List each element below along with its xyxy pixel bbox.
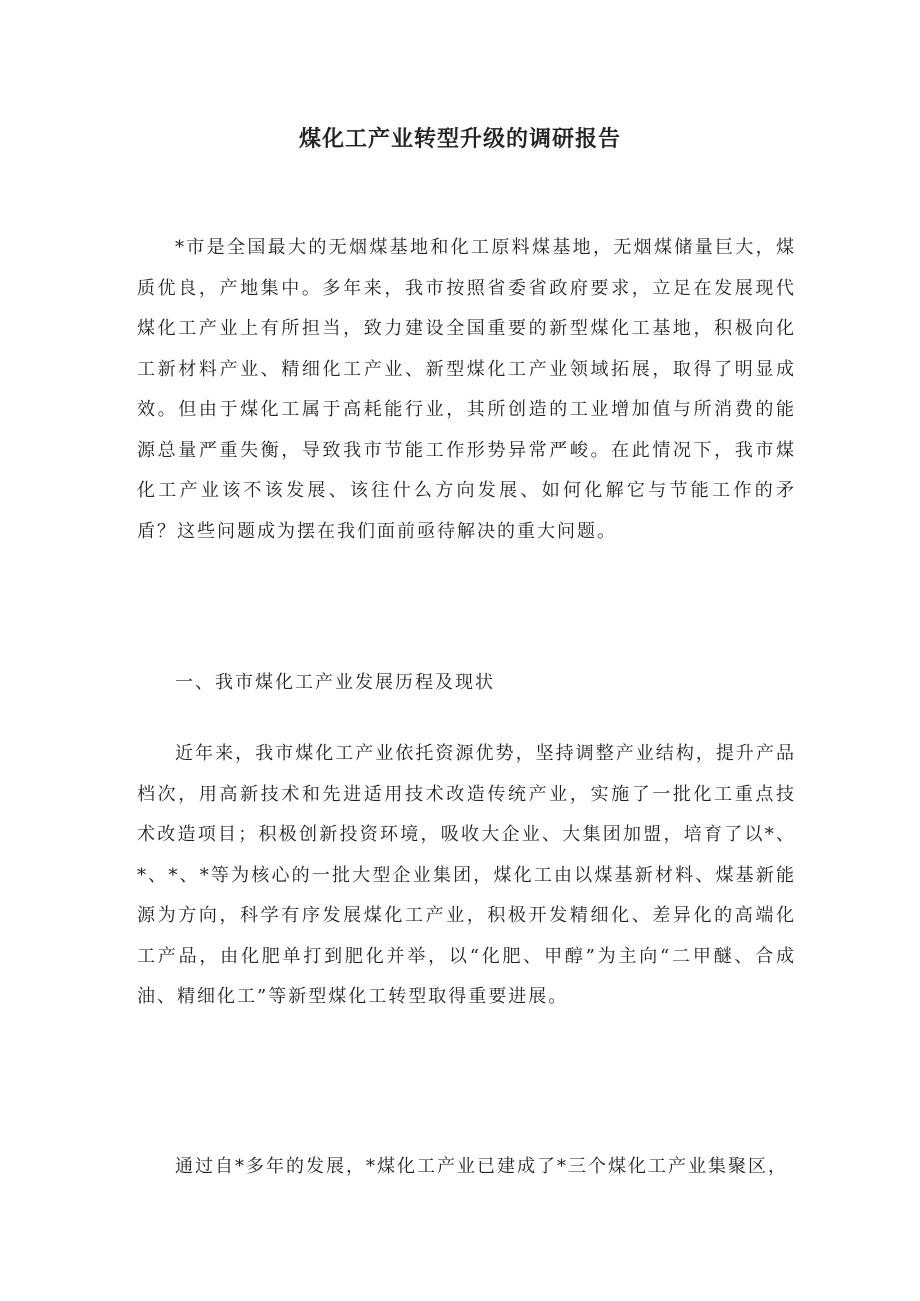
section-paragraph-continued: 通过自*多年的发展，*煤化工产业已建成了*三个煤化工产业集聚区，: [175, 1156, 788, 1177]
document-title: 煤化工产业转型升级的调研报告: [298, 127, 621, 152]
intro-paragraph: *市是全国最大的无烟煤基地和化工原料煤基地，无烟煤储量巨大，煤质优良，产地集中。多年来，我市按照省委省政府要求，立足在发展现代煤化工产业上有所担当，致力建设全国重要的新型煤化工基地，积极向化工新材料产业、精细化工产业、新型煤化工产业领域拓展，取得了明显成效。但由于煤化工属于高耗能行业，其所创造的工业增加值与所消费的能源总量严重失衡，导致我市节能工作形势异常严峻。在此情况下，我市煤化工产业该不该发展、该往什么方向发展、如何化解它与节能工作的矛盾？这些问题成为摆在我们面前亟待解决的重大问题。: [137, 237, 796, 542]
section-paragraph: 近年来，我市煤化工产业依托资源优势，坚持调整产业结构，提升产品档次，用高新技术和先进适用技术改造传统产业，实施了一批化工重点技术改造项目；积极创新投资环境，吸收大企业、大集团加盟，培育了以*、*、*、*等为核心的一批大型企业集团，煤化工由以煤基新材料、煤基新能源为方向，科学有序发展煤化工产业，积极开发精细化、差异化的高端化工产品，由化肥单打到肥化并举，以“化肥、甲醇”为主向“二甲醚、合成油、精细化工”等新型煤化工转型取得重要进展。: [137, 743, 796, 1007]
section-heading: 一、我市煤化工产业发展历程及现状: [175, 672, 495, 693]
